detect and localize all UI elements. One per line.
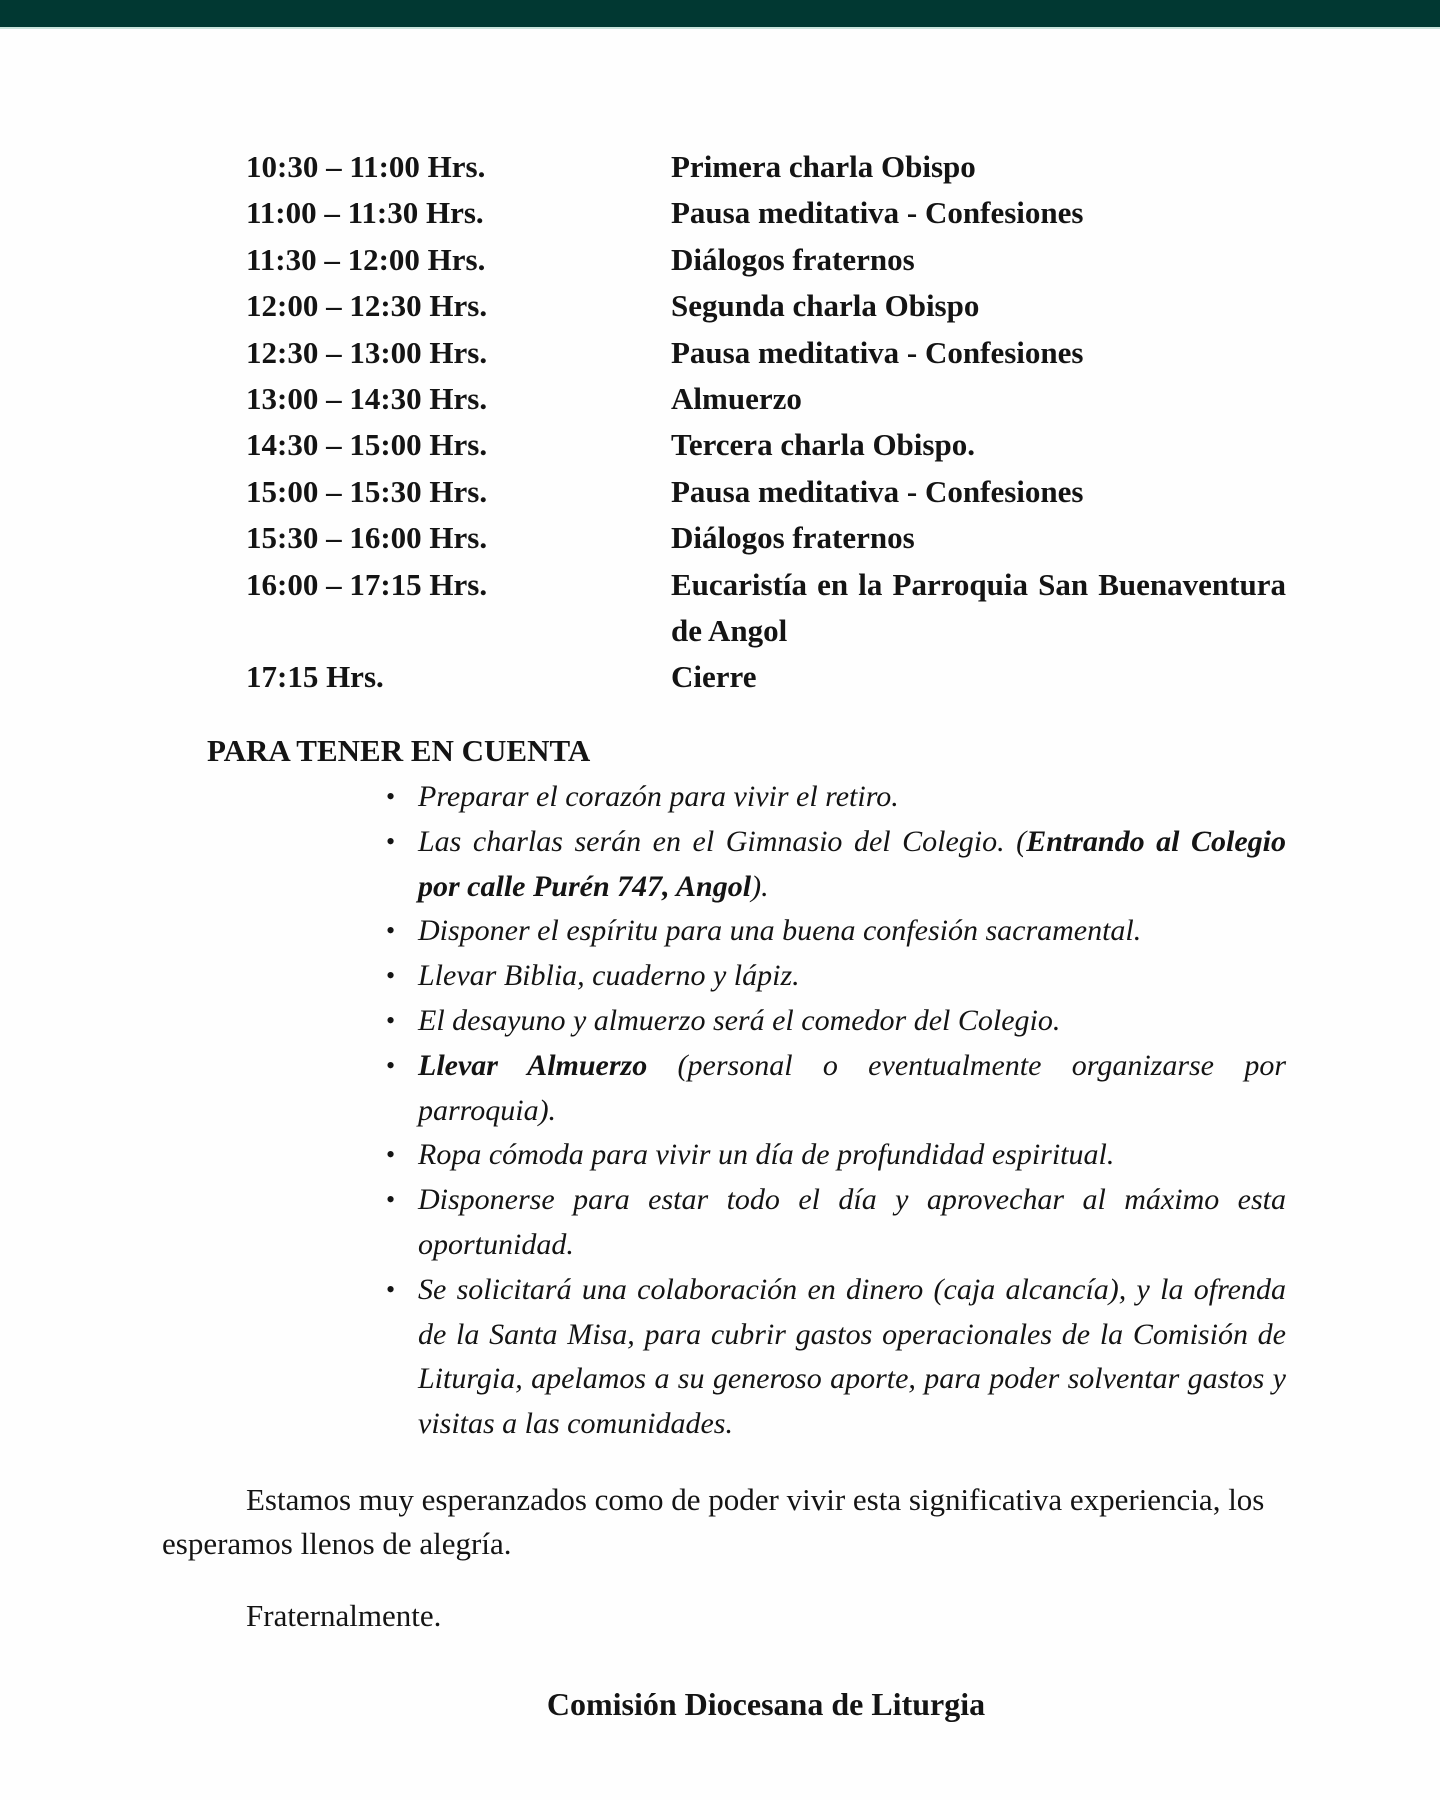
note-item [386,1268,1286,1447]
schedule-time: 17:15 Hrs. [246,659,384,695]
note-text-after: (personal o eventualmente organizarse por parroquia). [418,1048,1286,1127]
schedule-table [246,144,1286,701]
schedule-time: 12:30 – 13:00 Hrs. [246,334,488,370]
signature: Comisión Diocesana de Liturgia [546,1686,986,1722]
schedule-time: 11:30 – 12:00 Hrs. [246,241,486,277]
note-item [386,909,1286,954]
schedule-row [246,330,1286,376]
schedule-activity: Pausa meditativa - Confesiones [671,473,1084,509]
notes-heading: PARA TENER EN CUENTA [207,733,591,768]
schedule-time: 12:00 – 12:30 Hrs. [246,288,488,324]
top-banner-edge [0,27,1440,29]
schedule-activity: Diálogos fraternos [671,520,915,556]
schedule-activity: Diálogos fraternos [671,241,915,277]
note-item [386,775,1286,820]
note-item [386,999,1286,1044]
note-text: Disponer el espíritu para una buena confesión sacramental. [418,914,1142,948]
bullet-icon: • [386,826,396,856]
schedule-row [246,654,1286,700]
schedule-time: 16:00 – 17:15 Hrs. [246,566,488,602]
note-text: El desayuno y almuerzo será el comedor del Colegio. [418,1003,1061,1037]
schedule-activity: Pausa meditativa - Confesiones [671,334,1084,370]
note-item [386,1178,1286,1268]
schedule-activity: Eucaristía en la Parroquia San Buenaventura de Angol [671,566,1286,649]
schedule-activity: Tercera charla Obispo. [671,427,975,463]
schedule-row [246,283,1286,329]
closing-paragraph: Estamos muy esperanzados como de poder vivir esta significativa experiencia, los esperamos llenos de alegría. [162,1482,1265,1561]
bullet-icon: • [386,1050,396,1080]
note-item [386,820,1286,910]
schedule-time: 14:30 – 15:00 Hrs. [246,427,488,463]
schedule-time: 15:30 – 16:00 Hrs. [246,520,488,556]
note-text: Las charlas serán en el Gimnasio del Colegio. ( [418,824,1027,858]
farewell-text: Fraternalmente. [246,1598,442,1633]
schedule-row [246,422,1286,468]
bullet-icon: • [386,782,396,811]
schedule-row [246,237,1286,283]
schedule-time: 11:00 – 11:30 Hrs. [246,195,484,231]
schedule-time: 13:00 – 14:30 Hrs. [246,381,488,417]
schedule-activity: Segunda charla Obispo [671,288,980,324]
note-text: Llevar Biblia, cuaderno y lápiz. [418,959,800,993]
note-text-after: ). [751,869,769,903]
bullet-icon: • [386,1185,396,1215]
note-text: Ropa cómoda para vivir un día de profundidad espiritual. [418,1138,1115,1172]
schedule-activity: Primera charla Obispo [671,149,976,184]
bullet-icon: • [386,1140,396,1170]
schedule-row [246,515,1286,561]
schedule-activity: Cierre [671,659,757,695]
notes-list [386,775,1286,1447]
note-bold-text: Entrando al Colegio por calle Purén 747, Angol [418,824,1286,903]
note-bold-text: Llevar Almuerzo [418,1048,648,1082]
note-item [386,1044,1286,1134]
schedule-time: 15:00 – 15:30 Hrs. [246,473,488,509]
bullet-icon: • [386,1274,396,1304]
note-text: Preparar el corazón para vivir el retiro. [418,780,899,813]
schedule-row [246,469,1286,515]
schedule-row [246,144,1286,190]
bullet-icon: • [386,916,396,946]
schedule-row [246,190,1286,236]
schedule-activity: Almuerzo [671,381,802,417]
note-item [386,954,1286,999]
schedule-row [246,562,1286,655]
note-text: Disponerse para estar todo el día y aprovechar al máximo esta oportunidad. [418,1183,1286,1261]
schedule-activity: Pausa meditativa - Confesiones [671,195,1084,231]
bullet-icon: • [386,1005,396,1035]
schedule-time: 10:30 – 11:00 Hrs. [246,149,486,184]
bullet-icon: • [386,961,396,991]
note-item [386,1133,1286,1178]
schedule-row [246,376,1286,422]
note-text: Se solicitará una colaboración en dinero (caja alcancía), y la ofrenda de la Santa Misa, para cubrir gastos operacionales de la Comisión de Liturgia, apelamos a su generoso aporte, para poder solventar gastos y visitas a las comunidades. [418,1272,1286,1441]
top-banner [0,0,1440,27]
